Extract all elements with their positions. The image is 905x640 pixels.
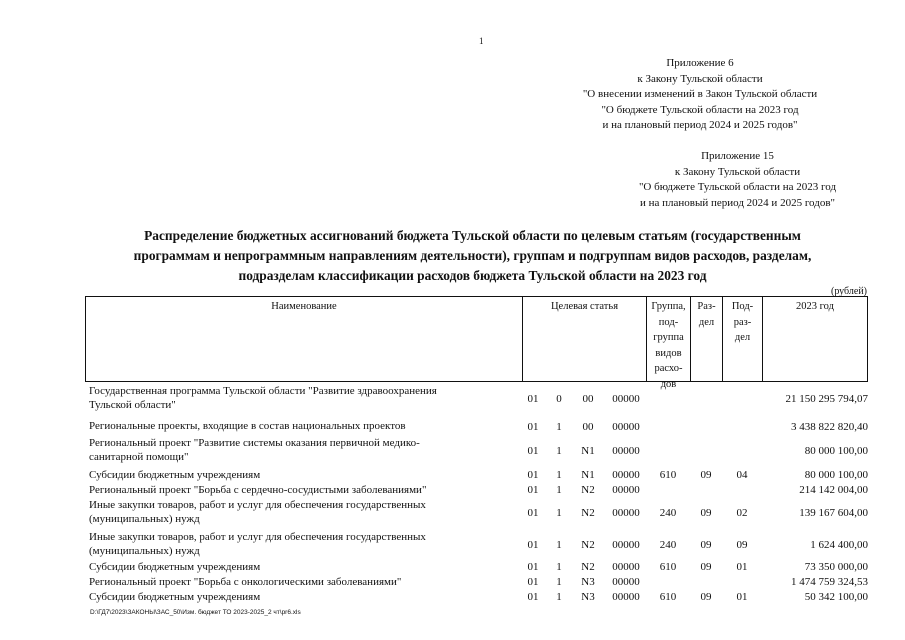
annex-6-line: и на плановый период 2024 и 2025 годов" bbox=[602, 119, 798, 131]
header-target-label: Целевая статья bbox=[550, 301, 619, 312]
cell-amount: 214 142 004,00 bbox=[799, 484, 868, 496]
cell-amount: 50 342 100,00 bbox=[804, 591, 868, 603]
cell-section bbox=[690, 384, 722, 414]
row-name-line: (муниципальных) нужд bbox=[89, 513, 200, 525]
cell-program: 01 bbox=[527, 444, 539, 457]
table-body bbox=[85, 384, 868, 604]
row-name-line: Региональный проект "Борьба с сердечно-сосудистыми заболеваниями" bbox=[89, 484, 427, 496]
cell-program: 01 bbox=[527, 393, 539, 405]
row-name bbox=[89, 530, 489, 558]
cell-subprogram: 0 bbox=[556, 393, 562, 405]
cell-subprogram: 1 bbox=[556, 591, 562, 603]
cell-amount: 139 167 604,00 bbox=[799, 506, 868, 519]
cell-direction: 00000 bbox=[612, 506, 640, 519]
cell-section: 09 bbox=[700, 591, 712, 603]
header-subsection-line: дел bbox=[734, 332, 751, 343]
table-row bbox=[85, 483, 868, 497]
cell-direction: 00000 bbox=[612, 420, 640, 433]
cell-direction: 00000 bbox=[612, 538, 640, 551]
cell-event: 00 bbox=[582, 393, 594, 405]
row-name-line: (муниципальных) нужд bbox=[89, 545, 200, 557]
cell-section bbox=[690, 575, 722, 589]
cell-event: 00 bbox=[582, 420, 594, 433]
table-row bbox=[85, 436, 868, 465]
cell-subsection bbox=[722, 419, 762, 434]
header-name bbox=[86, 297, 523, 381]
cell-direction: 00000 bbox=[612, 469, 640, 481]
cell-subsection bbox=[722, 436, 762, 465]
cell-amount: 1 624 400,00 bbox=[810, 538, 868, 551]
cell-event: N3 bbox=[581, 591, 595, 603]
cell-subprogram: 1 bbox=[556, 420, 562, 433]
cell-group bbox=[646, 483, 690, 497]
cell-subprogram: 1 bbox=[556, 538, 562, 551]
cell-group bbox=[646, 575, 690, 589]
row-name bbox=[89, 560, 489, 574]
cell-group: 610 bbox=[659, 469, 677, 481]
row-name-line: Иные закупки товаров, работ и услуг для обеспечения государственных bbox=[89, 499, 426, 511]
cell-event: N1 bbox=[581, 444, 595, 457]
row-name-line: Региональные проекты, входящие в состав национальных проектов bbox=[89, 420, 406, 432]
header-group-line: видов bbox=[655, 347, 682, 359]
cell-amount: 73 350 000,00 bbox=[804, 561, 868, 573]
cell-event: N2 bbox=[581, 506, 595, 519]
row-name bbox=[89, 436, 489, 464]
cell-program: 01 bbox=[527, 576, 539, 588]
table-row bbox=[85, 590, 868, 604]
header-name-label: Наименование bbox=[271, 301, 337, 312]
cell-subprogram: 1 bbox=[556, 484, 562, 496]
header-year-label: 2023 год bbox=[796, 301, 834, 312]
header-section-line: дел bbox=[698, 316, 715, 328]
cell-event: N2 bbox=[581, 561, 595, 573]
cell-subsection: 01 bbox=[736, 561, 748, 573]
cell-amount: 80 000 100,00 bbox=[804, 444, 868, 457]
cell-subsection bbox=[722, 575, 762, 589]
row-name-line: Субсидии бюджетным учреждениям bbox=[89, 591, 261, 603]
cell-subprogram: 1 bbox=[556, 444, 562, 457]
cell-section bbox=[690, 419, 722, 434]
row-name bbox=[89, 590, 489, 604]
header-group-line: расхо- bbox=[654, 363, 683, 374]
table-row bbox=[85, 530, 868, 559]
row-name bbox=[89, 575, 489, 589]
cell-direction: 00000 bbox=[612, 576, 640, 588]
table-row bbox=[85, 560, 868, 574]
cell-subsection bbox=[722, 384, 762, 414]
cell-amount: 3 438 822 820,40 bbox=[791, 420, 868, 433]
page-mark: 1 bbox=[479, 36, 484, 46]
annex-15-block bbox=[595, 149, 880, 211]
cell-subprogram: 1 bbox=[556, 561, 562, 573]
header-group-line: группа bbox=[653, 332, 684, 343]
document-title bbox=[100, 226, 845, 286]
cell-event: N2 bbox=[581, 484, 595, 496]
annex-15-line: "О бюджете Тульской области на 2023 год bbox=[638, 181, 837, 193]
row-name-line: Тульской области" bbox=[89, 399, 176, 411]
cell-section bbox=[690, 483, 722, 497]
row-name bbox=[89, 384, 489, 412]
cell-subsection: 02 bbox=[736, 506, 748, 519]
cell-subsection: 04 bbox=[736, 469, 748, 481]
cell-direction: 00000 bbox=[612, 591, 640, 603]
row-name-line: Иные закупки товаров, работ и услуг для обеспечения государственных bbox=[89, 531, 426, 543]
annex-15-line: и на плановый период 2024 и 2025 годов" bbox=[639, 196, 836, 209]
header-group-line: под- bbox=[658, 316, 679, 328]
units-label: (рублей) bbox=[830, 286, 867, 297]
cell-group bbox=[646, 384, 690, 414]
table-row bbox=[85, 468, 868, 482]
cell-group: 610 bbox=[659, 561, 677, 573]
cell-program: 01 bbox=[527, 561, 539, 573]
header-group bbox=[647, 297, 691, 390]
cell-group bbox=[646, 419, 690, 434]
annex-6-line: Приложение 6 bbox=[666, 57, 734, 69]
header-subsection-line: Под- bbox=[731, 301, 754, 312]
table-row bbox=[85, 384, 868, 414]
row-name-line: Государственная программа Тульской области "Развитие здравоохранения bbox=[89, 385, 437, 397]
row-name bbox=[89, 498, 489, 526]
annex-6-line: к Закону Тульской области bbox=[637, 72, 763, 85]
title-line: подразделам классификации расходов бюджета Тульской области на 2023 год bbox=[238, 268, 707, 283]
annex-6-line: "О бюджете Тульской области на 2023 год bbox=[601, 103, 799, 116]
table-row bbox=[85, 419, 868, 434]
header-group-line: Группа, bbox=[651, 301, 686, 312]
cell-section: 09 bbox=[700, 561, 712, 573]
row-name-line: санитарной помощи" bbox=[89, 451, 189, 463]
cell-subprogram: 1 bbox=[556, 576, 562, 588]
table-header bbox=[85, 296, 868, 390]
file-path-footer: D:\ГД7\2023\ЗАКОНЫ\ЗАС_50\Изм. бюджет ТО 2023-2025_2 чт\pr6.xls bbox=[90, 609, 301, 616]
cell-program: 01 bbox=[527, 506, 539, 519]
title-line: программам и непрограммным направлениям деятельности), группам и подгруппам видов расходов, разделам, bbox=[133, 248, 812, 263]
cell-amount: 80 000 100,00 bbox=[804, 469, 868, 481]
annex-15-line: к Закону Тульской области bbox=[674, 165, 801, 178]
cell-section: 09 bbox=[700, 538, 712, 551]
cell-direction: 00000 bbox=[612, 561, 640, 573]
cell-direction: 00000 bbox=[612, 393, 640, 405]
row-name-line: Субсидии бюджетным учреждениям bbox=[89, 561, 261, 573]
cell-amount: 1 474 759 324,53 bbox=[791, 576, 868, 588]
cell-subsection: 09 bbox=[736, 538, 748, 551]
cell-event: N2 bbox=[581, 538, 595, 551]
title-line: Распределение бюджетных ассигнований бюджета Тульской области по целевым статьям (государственным bbox=[144, 228, 801, 243]
cell-direction: 00000 bbox=[612, 484, 640, 496]
cell-group: 240 bbox=[659, 538, 677, 551]
cell-program: 01 bbox=[527, 469, 539, 481]
header-section-line: Раз- bbox=[697, 301, 716, 312]
header-subsection bbox=[723, 297, 763, 381]
table-row bbox=[85, 575, 868, 589]
row-name-line: Региональный проект "Борьба с онкологическими заболеваниями" bbox=[89, 576, 402, 588]
cell-amount: 21 150 295 794,07 bbox=[785, 393, 868, 405]
cell-group bbox=[646, 436, 690, 465]
row-name-line: Субсидии бюджетным учреждениям bbox=[89, 469, 261, 481]
cell-section bbox=[690, 436, 722, 465]
row-name bbox=[89, 483, 489, 497]
cell-section: 09 bbox=[700, 469, 712, 481]
cell-subsection: 01 bbox=[736, 591, 748, 603]
header-subsection-line: раз- bbox=[733, 316, 752, 328]
cell-program: 01 bbox=[527, 591, 539, 603]
cell-subprogram: 1 bbox=[556, 469, 562, 481]
table-row bbox=[85, 498, 868, 527]
cell-program: 01 bbox=[527, 538, 539, 551]
cell-direction: 00000 bbox=[612, 444, 640, 457]
cell-group: 240 bbox=[659, 506, 677, 519]
row-name-line: Региональный проект "Развитие системы оказания первичной медико- bbox=[89, 437, 420, 449]
cell-program: 01 bbox=[527, 484, 539, 496]
header-year bbox=[763, 297, 867, 381]
header-target bbox=[523, 297, 647, 381]
cell-subsection bbox=[722, 483, 762, 497]
annex-15-line: Приложение 15 bbox=[701, 150, 774, 162]
header-section bbox=[691, 297, 723, 381]
annex-6-line: "О внесении изменений в Закон Тульской области bbox=[582, 88, 818, 100]
cell-event: N3 bbox=[581, 576, 595, 588]
header-group-line: дов bbox=[660, 378, 677, 390]
cell-program: 01 bbox=[527, 420, 539, 433]
cell-subprogram: 1 bbox=[556, 506, 562, 519]
annex-6-block bbox=[560, 56, 840, 134]
cell-section: 09 bbox=[700, 506, 712, 519]
cell-event: N1 bbox=[581, 469, 595, 481]
row-name bbox=[89, 468, 489, 482]
cell-group: 610 bbox=[659, 591, 677, 603]
row-name bbox=[89, 419, 489, 433]
